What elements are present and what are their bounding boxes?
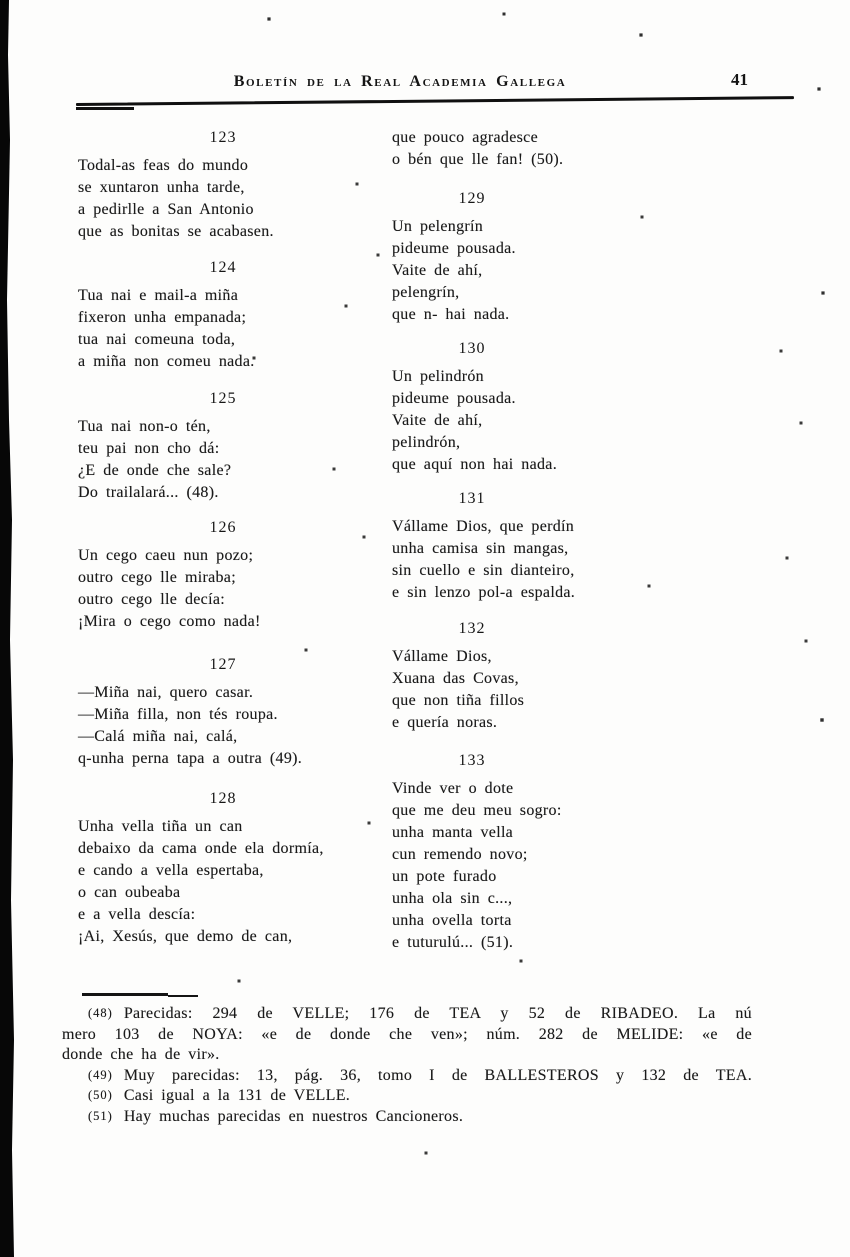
- footnote-text: Parecidas: 294 de VELLE; 176 de TEA y 52 de RIBADEO. La nú: [123, 1005, 752, 1022]
- footnote-separator-rule-ext: [168, 995, 198, 997]
- verse-line: teu pai non cho dá:: [78, 440, 220, 457]
- verse-line: Vaite de ahí,: [392, 412, 483, 429]
- verse-continuation: [392, 127, 692, 171]
- footnotes: [62, 1004, 752, 1127]
- verse-line: Vaite de ahí,: [392, 262, 483, 279]
- footnote-line: [62, 1086, 752, 1107]
- verse-line: a pedirlle a San Antonio: [78, 201, 254, 218]
- verse-line: Unha vella tiña un can: [78, 818, 243, 835]
- verse-line: unha camisa sin mangas,: [392, 540, 569, 557]
- verse-line: unha ola sin c...,: [392, 890, 513, 907]
- verse-133: [392, 750, 692, 954]
- verse-number: 128: [209, 790, 237, 807]
- verse-line: —Miña filla, non tés roupa.: [78, 706, 278, 723]
- verse-line: —Calá miña nai, calá,: [78, 728, 238, 745]
- verse-124: [78, 257, 386, 373]
- verse-line: pelengrín,: [392, 284, 460, 301]
- verse-130: [392, 338, 692, 476]
- verse-line: que n- hai nada.: [392, 306, 510, 323]
- verse-line: Do trailalará... (48).: [78, 484, 219, 501]
- verse-line: unha manta vella: [392, 824, 514, 841]
- column-left: [78, 127, 386, 948]
- verse-line: pideume pousada.: [392, 240, 516, 257]
- verse-number: 132: [458, 620, 486, 637]
- verse-line: —Miña nai, quero casar.: [78, 684, 254, 701]
- verse-line: ¡Ai, Xesús, que demo de can,: [78, 928, 293, 945]
- verse-number: 125: [209, 390, 237, 407]
- header-rule-stub: [76, 107, 134, 110]
- verse-131: [392, 488, 692, 604]
- verse-128: [78, 788, 386, 948]
- verse-line: un pote furado: [392, 868, 497, 885]
- verse-number: 124: [209, 259, 237, 276]
- footnote-separator-rule: [82, 993, 168, 996]
- footnote-marker: (48): [88, 1006, 113, 1020]
- verse-line: que as bonitas se acabasen.: [78, 223, 274, 240]
- verse-number: 131: [458, 490, 486, 507]
- verse-123: [78, 127, 386, 243]
- verse-125: [78, 388, 386, 504]
- verse-line: Un pelindrón: [392, 368, 484, 385]
- verse-line: q-unha perna tapa a outra (49).: [78, 750, 303, 767]
- verse-129: [392, 188, 692, 326]
- verse-line: Todal-as feas do mundo: [78, 157, 249, 174]
- footnote-marker: (51): [88, 1108, 113, 1123]
- verse-number: 127: [209, 656, 237, 673]
- verse-line: que non tiña fillos: [392, 692, 525, 709]
- verse-132: [392, 618, 692, 734]
- footnote-marker: (50): [88, 1088, 113, 1102]
- verse-126: [78, 517, 386, 633]
- verse-line: ¡Mira o cego como nada!: [78, 613, 261, 630]
- verse-line: outro cego lle decía:: [78, 591, 225, 608]
- footnote-text: Muy parecidas: 13, pág. 36, tomo I de BALLESTEROS y 132 de TEA.: [123, 1066, 752, 1084]
- footnote-line: [62, 1107, 752, 1128]
- verse-line: Tua nai e mail-a miña: [78, 287, 239, 304]
- scan-binding-edge: [0, 0, 15, 1257]
- verse-127: [78, 654, 386, 770]
- verse-line: Tua nai non-o tén,: [78, 418, 211, 435]
- footnote-line: [62, 1066, 752, 1087]
- verse-line: Vállame Dios,: [392, 648, 492, 665]
- header-rule: [76, 96, 794, 106]
- journal-header-title: Boletín de la Real Academia Gallega: [233, 73, 567, 90]
- verse-line: o bén que lle fan! (50).: [392, 151, 564, 168]
- verse-number: 129: [458, 190, 486, 207]
- footnote-text: Casi igual a la 131 de VELLE.: [123, 1087, 351, 1104]
- verse-line: unha ovella torta: [392, 912, 512, 929]
- verse-line: outro cego lle miraba;: [78, 569, 236, 586]
- verse-number: 123: [209, 129, 237, 146]
- footnote-line: donde che ha de vir».: [62, 1046, 220, 1063]
- verse-line: fixeron unha empanada;: [78, 309, 247, 326]
- footnote-marker: (49): [88, 1067, 113, 1082]
- verse-line: Un pelengrín: [392, 218, 484, 235]
- verse-line: debaixo da cama onde ela dormía,: [78, 840, 324, 857]
- verse-line: e a vella descía:: [78, 906, 196, 923]
- verse-line: Vinde ver o dote: [392, 780, 514, 797]
- verse-line: Un cego caeu nun pozo;: [78, 547, 254, 564]
- verse-line: e quería noras.: [392, 714, 498, 731]
- verse-line: que pouco agradesce: [392, 129, 538, 146]
- verse-line: que me deu meu sogro:: [392, 802, 562, 819]
- verse-number: 126: [209, 519, 237, 536]
- verse-line: que aquí non hai nada.: [392, 456, 557, 473]
- verse-line: e sin lenzo pol-a espalda.: [392, 584, 576, 601]
- verse-line: pelindrón,: [392, 434, 461, 451]
- verse-line: cun remendo novo;: [392, 846, 528, 863]
- footnote-line: [62, 1004, 752, 1025]
- footnote-line: mero 103 de NOYA: «e de donde che ven»; núm. 282 de MELIDE: «e de: [62, 1025, 752, 1043]
- column-right: [392, 127, 692, 954]
- verse-line: pideume pousada.: [392, 390, 516, 407]
- verse-line: se xuntaron unha tarde,: [78, 179, 245, 196]
- verse-number: 130: [458, 340, 486, 357]
- verse-line: ¿E de onde che sale?: [78, 462, 232, 479]
- verse-line: e cando a vella espertaba,: [78, 862, 264, 879]
- footnote-text: Hay muchas parecidas en nuestros Cancioneros.: [123, 1107, 464, 1125]
- verse-line: tua nai comeuna toda,: [78, 331, 236, 348]
- verse-line: a miña non comeu nada.: [78, 353, 255, 370]
- verse-number: 133: [458, 752, 486, 769]
- verse-line: o can oubeaba: [78, 884, 181, 901]
- page-number: 41: [731, 70, 748, 89]
- verse-line: sin cuello e sin dianteiro,: [392, 562, 575, 579]
- verse-line: e tuturulú... (51).: [392, 934, 514, 951]
- verse-line: Vállame Dios, que perdín: [392, 518, 575, 535]
- scan-speckles: [0, 0, 2, 2]
- verse-line: Xuana das Covas,: [392, 670, 519, 687]
